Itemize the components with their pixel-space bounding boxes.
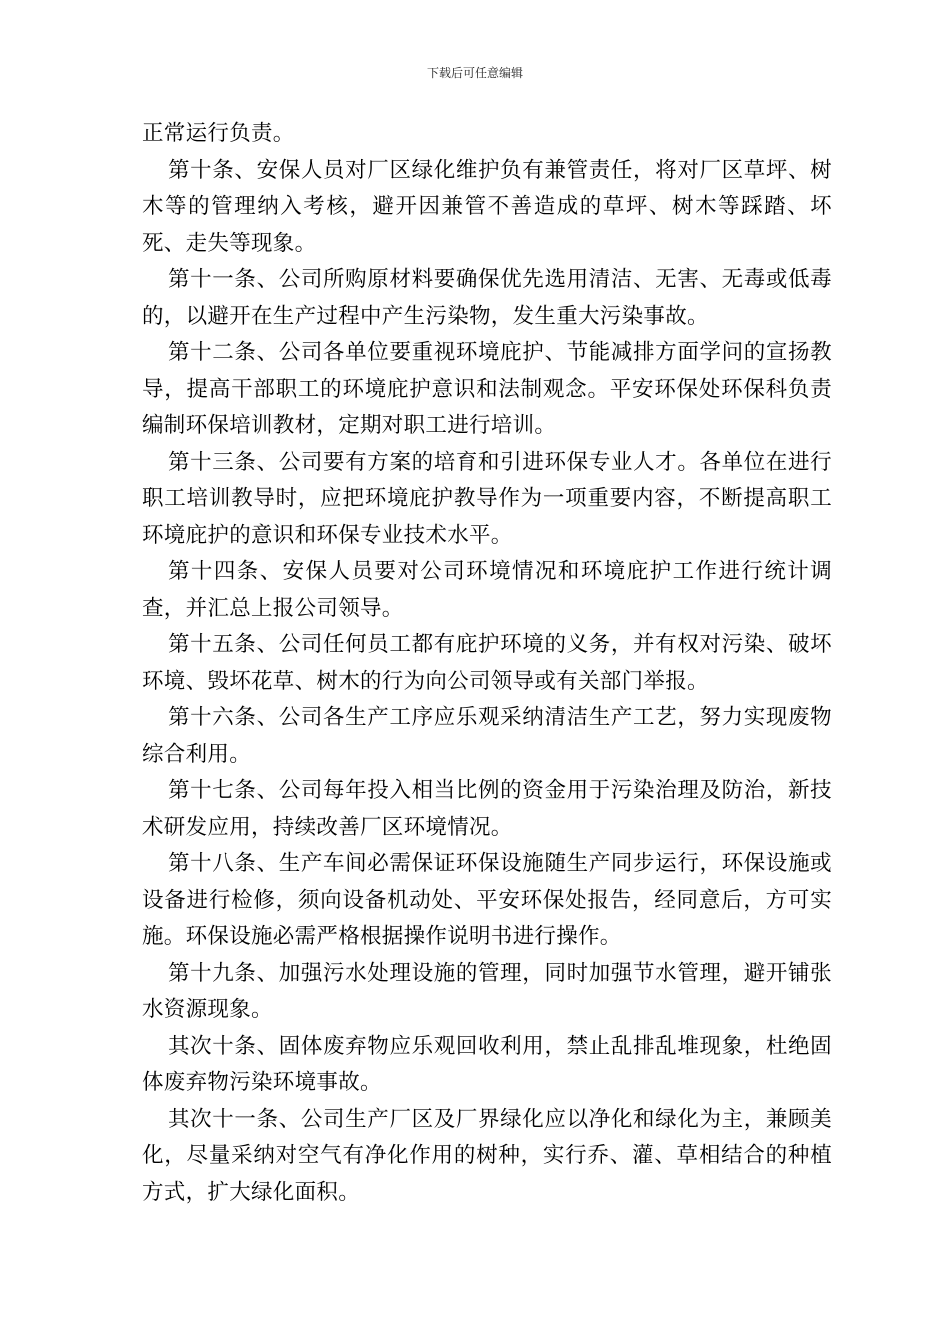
paragraph: 正常运行负责。 [142, 121, 295, 146]
article-11: 第十一条、公司所购原材料要确保优先选用清洁、无害、无毒或低毒的，以避开在生产过程中产生污染物，发生重大污染事故。 [142, 267, 832, 329]
document-body [142, 116, 832, 1211]
article-10: 第十条、安保人员对厂区绿化维护负有兼管责任，将对厂区草坪、树木等的管理纳入考核，避开因兼管不善造成的草坪、树木等踩踏、坏死、走失等现象。 [142, 157, 832, 256]
article-21: 其次十一条、公司生产厂区及厂界绿化应以净化和绿化为主，兼顾美化，尽量采纳对空气有净化作用的树种，实行乔、灌、草相结合的种植方式，扩大绿化面积。 [142, 1106, 832, 1205]
article-17: 第十七条、公司每年投入相当比例的资金用于污染治理及防治，新技术研发应用，持续改善厂区环境情况。 [142, 778, 832, 840]
page-header: 下载后可任意编辑 [426, 66, 523, 80]
article-19: 第十九条、加强污水处理设施的管理，同时加强节水管理，避开铺张水资源现象。 [142, 960, 832, 1022]
article-16: 第十六条、公司各生产工序应乐观采纳清洁生产工艺，努力实现废物综合利用。 [142, 705, 832, 767]
article-15: 第十五条、公司任何员工都有庇护环境的义务，并有权对污染、破坏环境、毁坏花草、树木的行为向公司领导或有关部门举报。 [142, 632, 832, 694]
article-13: 第十三条、公司要有方案的培育和引进环保专业人才。各单位在进行职工培训教导时，应把环境庇护教导作为一项重要内容，不断提高职工环境庇护的意识和环保专业技术水平。 [142, 449, 832, 548]
article-20: 其次十条、固体废弃物应乐观回收利用，禁止乱排乱堆现象，杜绝固体废弃物污染环境事故。 [142, 1033, 832, 1095]
article-14: 第十四条、安保人员要对公司环境情况和环境庇护工作进行统计调查，并汇总上报公司领导。 [142, 559, 832, 621]
article-12: 第十二条、公司各单位要重视环境庇护、节能减排方面学问的宣扬教导，提高干部职工的环境庇护意识和法制观念。平安环保处环保科负责编制环保培训教材，定期对职工进行培训。 [142, 340, 832, 438]
article-18: 第十八条、生产车间必需保证环保设施随生产同步运行，环保设施或设备进行检修，须向设备机动处、平安环保处报告，经同意后，方可实施。环保设施必需严格根据操作说明书进行操作。 [142, 851, 832, 949]
